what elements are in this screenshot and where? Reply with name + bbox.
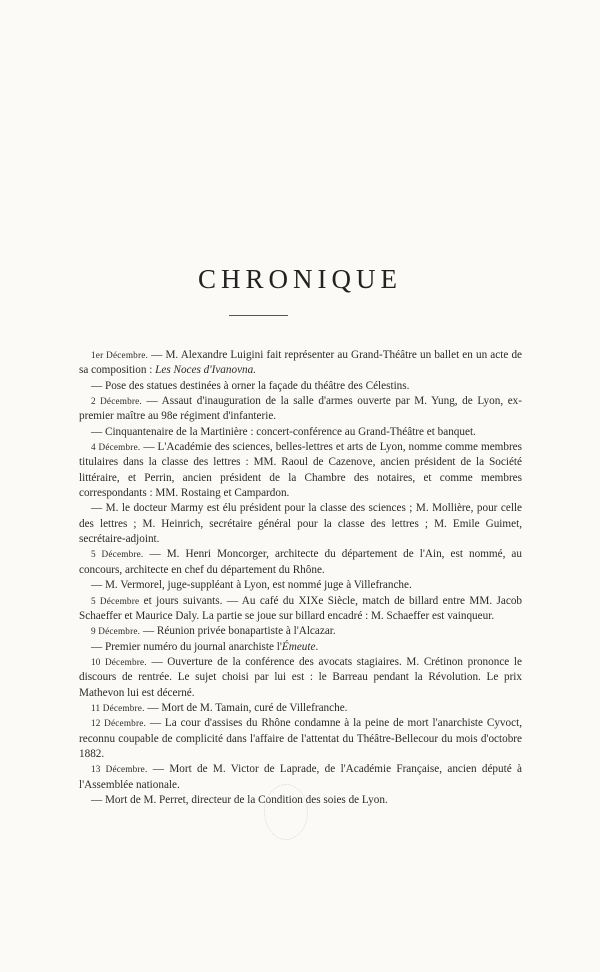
chronicle-entry [79,701,522,716]
entry-date: 9 Décembre. [91,626,141,637]
entry-text: — Pose des statues destinées à orner la façade du théâtre des Célestins. [91,379,410,392]
chronicle-entry [79,716,522,762]
chronicle-entry [79,425,522,440]
entry-date: 12 Décembre. [91,718,146,729]
entry-text: — Mort de M. Perret, directeur de la Condition des soies de Lyon. [91,793,388,806]
entry-tail: . [315,640,319,653]
entry-text: et jours suivants. — Au café du XIXe Siècle, match de billard entre MM. Jacob Schaeffer et Maurice Daly. La partie se joue sur billard encadré : M. Schaeffer est vainqueur. [79,594,523,622]
chronicle-entry [79,762,522,793]
entry-date: 1er Décembre. [91,350,149,360]
chronicle-entry [79,640,522,655]
entry-date: 11 Décembre. [91,702,145,713]
entry-text: — M. Alexandre Luigini fait représenter au Grand-Théâtre un ballet en un acte de sa composition : [79,349,522,377]
entry-text: — M. Vermorel, juge-suppléant à Lyon, est nommé juge à Villefranche. [91,579,412,592]
chronicle-entry [79,379,522,394]
chronicle-entry [79,655,522,701]
chronicle-entry [79,440,522,501]
entry-date: 5 Décembre [91,595,140,606]
chronicle-body [79,348,522,808]
entry-text: — L'Académie des sciences, belles-lettres et arts de Lyon, nomme comme membres titulaires dans la classe des lettres : MM. Raoul de Cazenove, ancien président de la Société littéraire, et Perrin, ancien président de la Chambre des notaires, et comme membres correspondants : MM. Rostaing et Campardon. [79,441,522,500]
entry-text: — M. le docteur Marmy est élu président pour la classe des sciences ; M. Mollière, pour celle des lettres ; M. Heinrich, secrétaire général pour la classe des lettres ; M. Emile Guimet, secrétaire-adjoint. [79,502,522,546]
entry-date: 10 Décembre. [91,656,147,667]
chronicle-entry [79,547,522,578]
entry-italic: Les Noces d'Ivanovna. [155,364,257,377]
chronicle-entry [79,348,522,379]
entry-text: — Mort de M. Victor de Laprade, de l'Académie Française, ancien député à l'Assemblée nationale. [79,763,522,791]
entry-italic: Émeute [281,640,316,653]
page-title: CHRONIQUE [198,264,402,294]
entry-text: — Cinquantenaire de la Martinière : concert-conférence au Grand-Théâtre et banquet. [91,425,476,438]
chronicle-entry [79,501,522,547]
entry-text: — M. Henri Moncorger, architecte du département de l'Ain, est nommé, au concours, architecte en chef du département du Rhône. [79,548,522,576]
entry-date: 4 Décembre. [91,442,141,453]
library-stamp [264,784,308,840]
entry-text: — Réunion privée bonapartiste à l'Alcazar. [140,625,336,638]
chronicle-entry [79,394,522,425]
entry-date: 2 Décembre. [91,396,142,407]
chronicle-entry [79,594,522,625]
chronicle-entry [79,624,522,639]
entry-text: — Mort de M. Tamain, curé de Villefranche. [144,701,348,714]
chronicle-entry [79,578,522,593]
entry-date: 13 Décembre. [91,764,148,775]
entry-text: — Assaut d'inauguration de la salle d'armes ouverte par M. Yung, de Lyon, ex-premier maître au 98e régiment d'infanterie. [79,395,522,423]
entry-text: — Premier numéro du journal anarchiste l' [91,640,282,653]
entry-text: — Ouverture de la conférence des avocats stagiaires. M. Crétinon prononce le discours de rentrée. Le sujet choisi par lui est : le Barreau pendant la Révolution. Le prix Mathevon lui est décerné. [79,655,522,699]
entry-text: — La cour d'assises du Rhône condamne à la peine de mort l'anarchiste Cyvoct, reconnu coupable de complicité dans l'affaire de l'attentat du Théâtre-Bellecour du mois d'octobre 1882. [79,717,522,760]
title-divider [229,315,288,316]
entry-date: 5 Décembre. [91,549,144,560]
